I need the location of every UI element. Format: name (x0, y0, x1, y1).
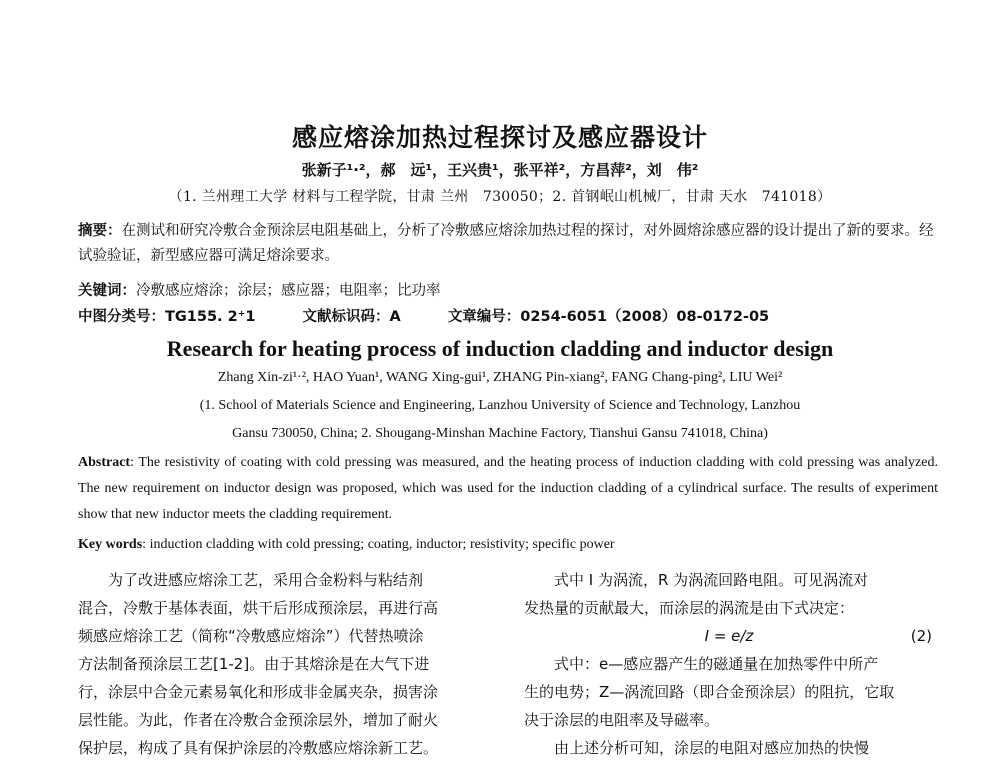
keywords-cn (78, 279, 938, 304)
affiliation-en-line2: Gansu 730050, China; 2. Shougang-Minshan Machine Factory, Tianshui Gansu 741018, China) (232, 426, 768, 441)
paper-title-en: Research for heating process of induction cladding and inductor design (166, 336, 834, 361)
keywords-en-text: induction cladding with cold pressing; coating, inductor; resistivity; specific power (149, 537, 615, 552)
body-left-line: 层性能。为此，作者在冷敷合金预涂层外，增加了耐火 (78, 711, 439, 729)
paper-title-cn: 感应熔涂加热过程探讨及感应器设计 (291, 123, 708, 152)
body-right-line: 由上述分析可知，涂层的电阻对感应加热的快慢 (554, 739, 870, 757)
body-column-right (524, 566, 934, 762)
body-right-line: 式中：e—感应器产生的磁通量在加热零件中所产 (554, 655, 879, 673)
abstract-cn-label: 摘要： (78, 223, 122, 239)
article-number: 文章编号：0254-6051（2008）08-0172-05 (447, 309, 770, 325)
keywords-cn-text: 冷敷感应熔涂；涂层；感应器；电阻率；比功率 (136, 283, 441, 299)
classification-line (78, 305, 938, 330)
document-code: 文献标识码：A (302, 309, 401, 325)
affiliation-en-line1: (1. School of Materials Science and Engineering, Lanzhou University of Science and Technology, Lanzhou (199, 398, 801, 413)
clc-number: 中图分类号：TG155. 2⁺1 (78, 309, 256, 325)
author-list-cn: 张新子¹·²，郝 远¹，王兴贵¹，张平祥²，方昌萍²，刘 伟² (301, 161, 699, 179)
body-column-left (78, 566, 488, 762)
body-right-line: 发热量的贡献最大，而涂层的涡流是由下式决定： (524, 599, 855, 617)
keywords-en-sep: : (142, 537, 150, 552)
abstract-en-label: Abstract (78, 455, 131, 470)
keywords-cn-label: 关键词： (78, 283, 136, 299)
body-right-line: 式中 I 为涡流，R 为涡流回路电阻。可见涡流对 (554, 571, 869, 589)
abstract-en-sep: : (130, 455, 139, 470)
body-left-line: 频感应熔涂工艺（简称“冷敷感应熔涂”）代替热喷涂 (78, 627, 424, 645)
body-left-line: 行，涂层中合金元素易氧化和形成非金属夹杂，损害涂 (78, 683, 439, 701)
equation-2 (524, 622, 934, 650)
body-right-line: 决于涂层的电阻率及导磁率。 (524, 711, 720, 729)
body-left-line: 为了改进感应熔涂工艺，采用合金粉料与粘结剂 (108, 571, 424, 589)
abstract-cn-text: 在测试和研究冷敷合金预涂层电阻基础上，分析了冷敷感应熔涂加热过程的探讨，对外圆熔涂感应器的设计提出了新的要求。经试验验证，新型感应器可满足熔涂要求。 (78, 223, 934, 264)
body-left-line: 保护层，构成了具有保护涂层的冷敷感应熔涂新工艺。 (78, 739, 439, 757)
abstract-en (78, 450, 938, 528)
abstract-cn (78, 219, 938, 269)
body-right-line: 生的电势；Z—涡流回路（即合金预涂层）的阻抗，它取 (524, 683, 895, 701)
body-left-line: 方法制备预涂层工艺[1-2]。由于其熔涂是在大气下进 (78, 655, 430, 673)
abstract-en-text: The resistivity of coating with cold pressing was measured, and the heating process of induction cladding with cold pressing was analyzed. The new requirement on inductor design was proposed, which was used for the induction cladding of a cylindrical surface. The results of experiment show that new inductor meets the cladding requirement. (78, 455, 938, 522)
author-list-en: Zhang Xin-zi¹·², HAO Yuan¹, WANG Xing-gui¹, ZHANG Pin-xiang², FANG Chang-ping², LIU Wei² (217, 370, 783, 385)
keywords-en-label: Key words (78, 537, 143, 552)
affiliation-cn: （1. 兰州理工大学 材料与工程学院，甘肃 兰州 730050；2. 首钢岷山机械厂，甘肃 天水 741018） (168, 189, 832, 205)
keywords-en (78, 537, 615, 553)
equation-number: (2) (910, 627, 932, 645)
body-left-line: 混合，冷敷于基体表面，烘干后形成预涂层，再进行高 (78, 599, 439, 617)
equation-text: I = e/z (704, 627, 754, 645)
